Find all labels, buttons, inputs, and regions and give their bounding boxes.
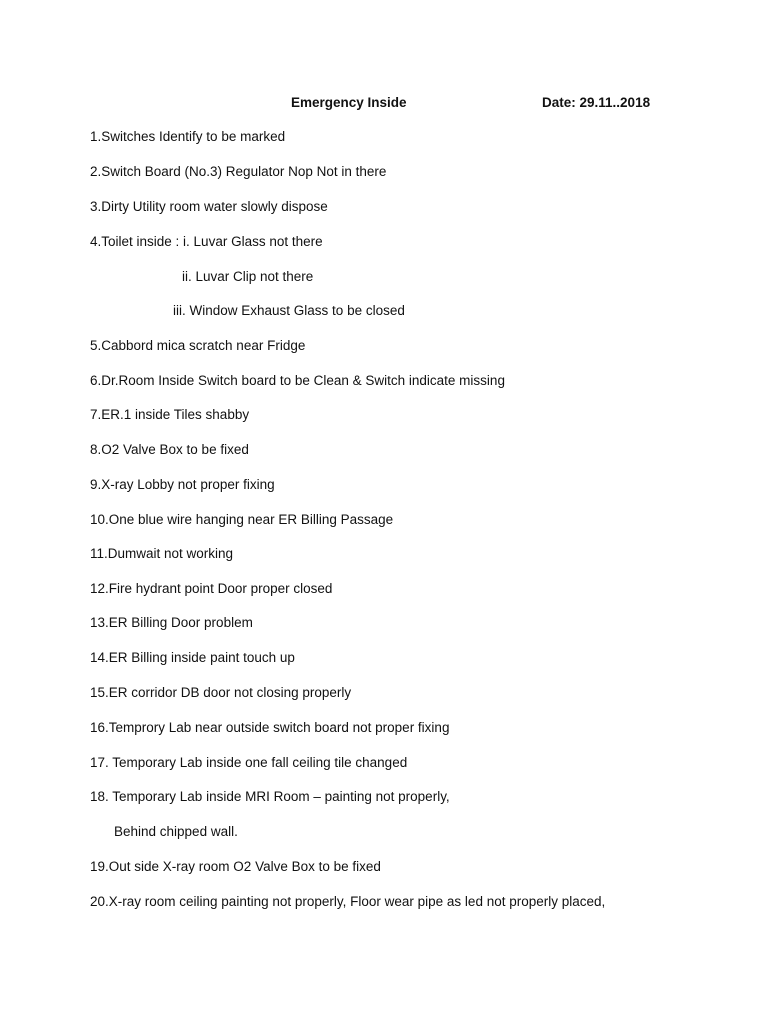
- list-item: 11.Dumwait not working: [90, 546, 234, 561]
- list-item: 10.One blue wire hanging near ER Billing Passage: [90, 512, 394, 527]
- list-item: 20.X-ray room ceiling painting not properly, Floor wear pipe as led not properly placed,: [90, 894, 606, 909]
- list-item: 19.Out side X-ray room O2 Valve Box to be fixed: [90, 859, 381, 874]
- list-item: 6.Dr.Room Inside Switch board to be Clean & Switch indicate missing: [90, 373, 505, 388]
- document-date: Date: 29.11..2018: [542, 95, 651, 110]
- list-item: 1.Switches Identify to be marked: [90, 129, 286, 144]
- list-item: 18. Temporary Lab inside MRI Room – painting not properly,: [90, 789, 450, 804]
- list-item: 8.O2 Valve Box to be fixed: [90, 442, 249, 457]
- list-item: 16.Temprory Lab near outside switch board not proper fixing: [90, 720, 450, 735]
- list-item: 17. Temporary Lab inside one fall ceiling tile changed: [90, 755, 408, 770]
- list-item: 4.Toilet inside : i. Luvar Glass not there: [90, 234, 323, 249]
- list-item-continuation: Behind chipped wall.: [114, 824, 238, 839]
- list-item: 14.ER Billing inside paint touch up: [90, 650, 295, 665]
- list-item: 7.ER.1 inside Tiles shabby: [90, 407, 250, 422]
- list-item: 15.ER corridor DB door not closing properly: [90, 685, 352, 700]
- list-item: 13.ER Billing Door problem: [90, 615, 253, 630]
- list-item: 3.Dirty Utility room water slowly dispose: [90, 199, 328, 214]
- document-title: Emergency Inside: [291, 95, 407, 110]
- list-item: 5.Cabbord mica scratch near Fridge: [90, 338, 306, 353]
- list-item: 9.X-ray Lobby not proper fixing: [90, 477, 275, 492]
- list-subitem: ii. Luvar Clip not there: [182, 269, 314, 284]
- list-subitem: iii. Window Exhaust Glass to be closed: [173, 303, 405, 318]
- list-item: 2.Switch Board (No.3) Regulator Nop Not in there: [90, 164, 387, 179]
- list-item: 12.Fire hydrant point Door proper closed: [90, 581, 333, 596]
